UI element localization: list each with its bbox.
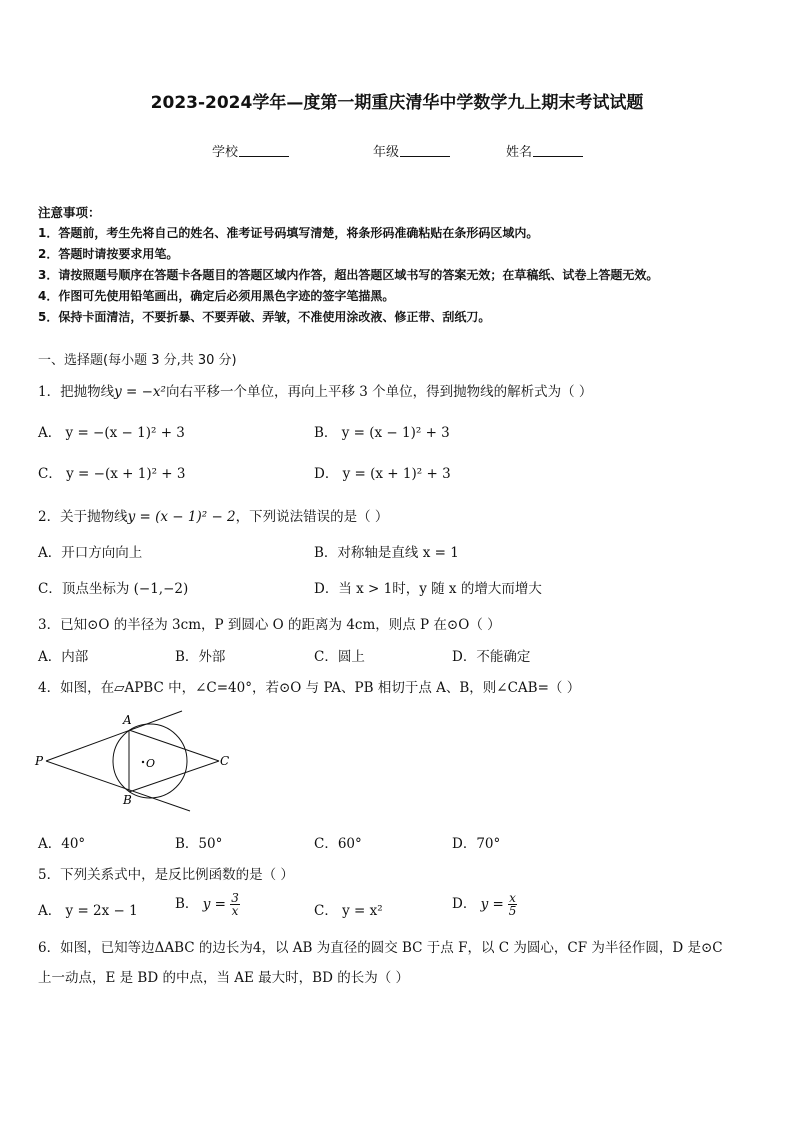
q1-option-b: B． y = (x − 1)² + 3 bbox=[314, 425, 450, 441]
q1-option-c: C． y = −(x + 1)² + 3 bbox=[38, 466, 186, 482]
q4-option-c: C．60° bbox=[314, 836, 362, 852]
question-4: 4．如图，在▱APBC 中，∠C=40°，若⊙O 与 PA、PB 相切于点 A、B，则∠CAB=（ ） bbox=[38, 680, 581, 696]
grade-label: 年级 bbox=[373, 145, 400, 160]
question-2 bbox=[38, 505, 388, 525]
q2-post: ，下列说法错误的是（ ） bbox=[235, 509, 389, 525]
q3-option-a: A．内部 bbox=[38, 649, 89, 665]
q5-option-b-lhs: y = bbox=[202, 896, 226, 913]
q5-option-d bbox=[452, 892, 517, 917]
question-1 bbox=[38, 380, 592, 400]
q4-option-d: D．70° bbox=[452, 836, 501, 852]
q2-option-c: C．顶点坐标为 (−1,−2) bbox=[38, 581, 189, 597]
q5-option-c: C． y = x² bbox=[314, 903, 383, 919]
q4-option-a: A．40° bbox=[38, 836, 86, 852]
line-pb-extended bbox=[46, 761, 190, 811]
note-item: 3．请按照题号顺序在答题卡各题目的答题区域内作答，超出答题区域书写的答案无效；在草稿纸、试卷上答题无效。 bbox=[38, 268, 659, 282]
q5-option-d-denominator: 5 bbox=[508, 904, 517, 918]
q2-option-d: D．当 x > 1时，y 随 x 的增大而增大 bbox=[314, 581, 542, 597]
label-o: O bbox=[146, 757, 156, 770]
school-label: 学校 bbox=[212, 145, 239, 160]
school-blank bbox=[239, 144, 289, 157]
q3-option-b: B．外部 bbox=[175, 649, 226, 665]
q2-option-a: A．开口方向向上 bbox=[38, 545, 143, 561]
q2-expr: y = (x − 1)² − 2 bbox=[127, 509, 236, 525]
line-ac bbox=[129, 730, 219, 761]
section-title: 一、选择题(每小题 3 分,共 30 分) bbox=[38, 353, 237, 368]
question-6-line-2: 上一动点，E 是 BD 的中点，当 AE 最大时，BD 的长为（ ） bbox=[38, 970, 409, 986]
note-item: 1．答题前，考生先将自己的姓名、准考证号码填写清楚，将条形码准确粘贴在条形码区域内。 bbox=[38, 226, 539, 240]
q5-option-d-numerator: x bbox=[509, 891, 516, 905]
q1-option-d: D． y = (x + 1)² + 3 bbox=[314, 466, 451, 482]
label-b: B bbox=[123, 793, 132, 807]
q1-option-a: A． y = −(x − 1)² + 3 bbox=[38, 425, 185, 441]
notes-heading: 注意事项： bbox=[38, 205, 101, 220]
q2-pre: 2．关于抛物线 bbox=[38, 509, 128, 525]
note-item: 5．保持卡面清洁，不要折暴、不要弄破、弄皱，不准使用涂改液、修正带、刮纸刀。 bbox=[38, 310, 491, 324]
q3-option-d: D．不能确定 bbox=[452, 649, 531, 665]
q1-pre: 1．把抛物线 bbox=[38, 384, 115, 400]
label-c: C bbox=[220, 754, 230, 768]
note-item: 2．答题时请按要求用笔。 bbox=[38, 247, 179, 261]
school-field bbox=[212, 141, 289, 160]
q5-option-a: A． y = 2x − 1 bbox=[38, 903, 138, 919]
name-blank bbox=[533, 144, 583, 157]
name-label: 姓名 bbox=[506, 145, 533, 160]
q4-figure bbox=[30, 705, 250, 815]
exam-title: 2023-2024学年—度第一期重庆清华中学数学九上期末考试试题 bbox=[150, 93, 644, 113]
q3-option-c: C．圆上 bbox=[314, 649, 365, 665]
grade-blank bbox=[400, 144, 450, 157]
q5-option-b-fraction bbox=[230, 892, 240, 917]
q5-option-b-numerator: 3 bbox=[231, 891, 239, 905]
q4-option-b: B．50° bbox=[175, 836, 223, 852]
center-o-dot bbox=[142, 761, 144, 763]
q5-option-d-fraction bbox=[508, 892, 517, 917]
question-5: 5．下列关系式中，是反比例函数的是（ ） bbox=[38, 867, 294, 883]
q5-option-b-label: B． bbox=[175, 896, 199, 912]
q5-option-b-denominator: x bbox=[231, 904, 239, 918]
q5-option-d-label: D． bbox=[452, 896, 477, 912]
q1-expr: y = −x² bbox=[114, 384, 166, 400]
q1-post: 向右平移一个单位，再向上平移 3 个单位，得到抛物线的解析式为（ ） bbox=[165, 384, 593, 400]
name-field bbox=[506, 141, 583, 160]
q5-option-d-lhs: y = bbox=[480, 896, 504, 913]
q5-option-b bbox=[175, 892, 240, 917]
label-a: A bbox=[123, 713, 132, 727]
note-item: 4．作图可先使用铅笔画出，确定后必须用黑色字迹的签字笔描黑。 bbox=[38, 289, 395, 303]
question-6-line-1: 6．如图，已知等边ΔABC 的边长为4，以 AB 为直径的圆交 BC 于点 F，以 C 为圆心，CF 为半径作圆，D 是⊙C bbox=[38, 940, 723, 956]
grade-field bbox=[373, 141, 450, 160]
label-p: P bbox=[35, 754, 44, 768]
question-3: 3．已知⊙O 的半径为 3cm，P 到圆心 O 的距离为 4cm，则点 P 在⊙O（ ） bbox=[38, 617, 501, 633]
q2-option-b: B．对称轴是直线 x = 1 bbox=[314, 545, 459, 561]
line-bc bbox=[129, 761, 219, 792]
